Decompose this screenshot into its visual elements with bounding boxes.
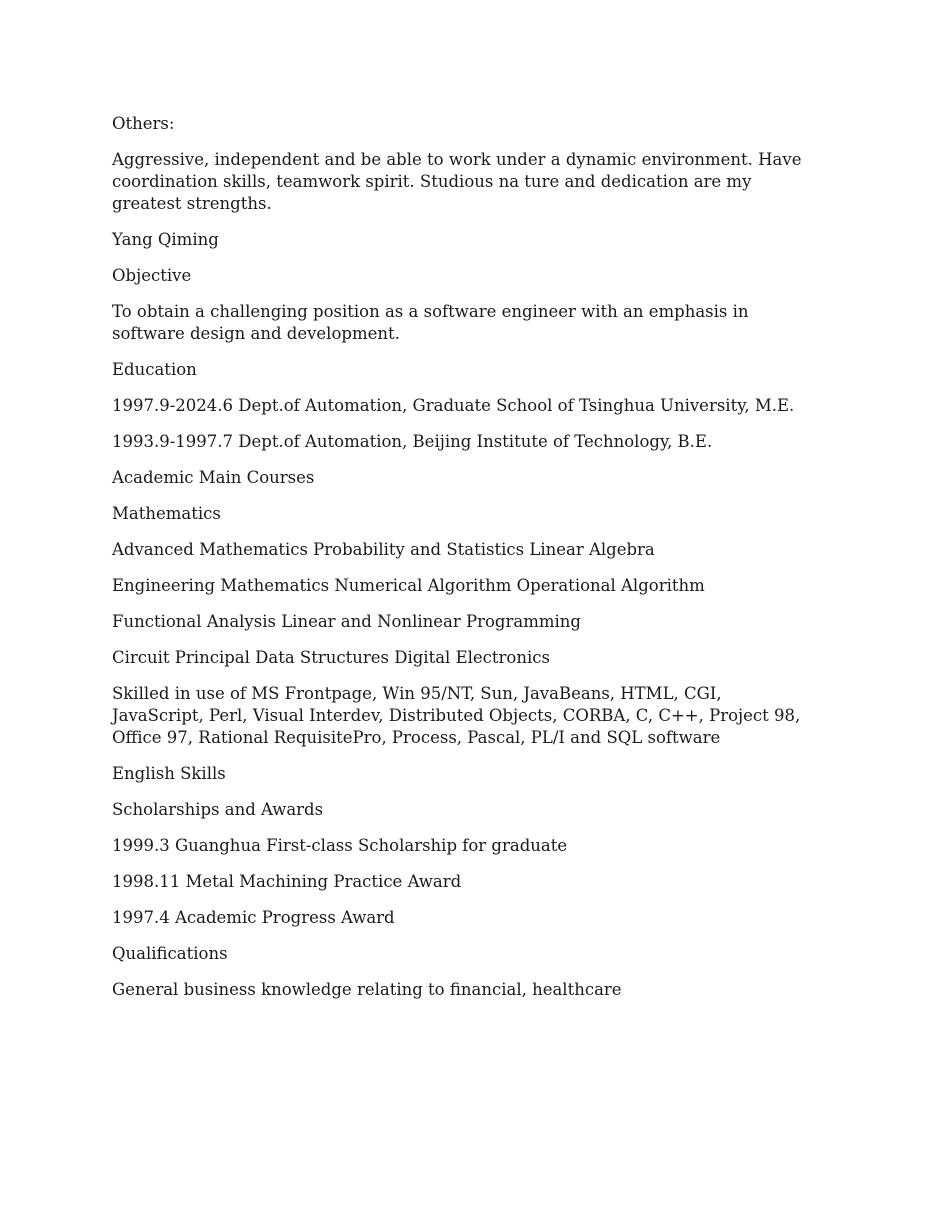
- objective-heading: Objective: [112, 266, 192, 285]
- courses-line-4: Circuit Principal Data Structures Digital Electronics: [112, 648, 550, 667]
- qualifications-text: General business knowledge relating to financial, healthcare: [112, 980, 622, 999]
- qualifications-heading: Qualifications: [112, 944, 228, 963]
- courses-line-2: Engineering Mathematics Numerical Algorithm Operational Algorithm: [112, 576, 705, 595]
- mathematics-heading: Mathematics: [112, 504, 221, 523]
- others-heading: Others:: [112, 114, 175, 133]
- education-entry-graduate: 1997.9-2024.6 Dept.of Automation, Graduate School of Tsinghua University, M.E.: [112, 396, 795, 415]
- awards-heading: Scholarships and Awards: [112, 800, 324, 819]
- english-skills-heading: English Skills: [112, 764, 226, 783]
- courses-heading: Academic Main Courses: [112, 468, 315, 487]
- education-heading: Education: [112, 360, 197, 379]
- education-entry-undergraduate: 1993.9-1997.7 Dept.of Automation, Beijing Institute of Technology, B.E.: [112, 432, 713, 451]
- award-entry-1: 1999.3 Guanghua First-class Scholarship for graduate: [112, 836, 568, 855]
- award-entry-3: 1997.4 Academic Progress Award: [112, 908, 395, 927]
- skills-text: Skilled in use of MS Frontpage, Win 95/NT, Sun, JavaBeans, HTML, CGI, JavaScript, Perl, Visual Interdev, Distributed Objects, CORBA, C, C++, Project 98, Office 97, Rational RequisitePro, Process, Pascal, PL/I and SQL software: [112, 684, 801, 747]
- objective-text: To obtain a challenging position as a software engineer with an emphasis in software design and development.: [112, 302, 749, 343]
- courses-line-3: Functional Analysis Linear and Nonlinear Programming: [112, 612, 581, 631]
- candidate-name: Yang Qiming: [112, 230, 219, 249]
- award-entry-2: 1998.11 Metal Machining Practice Award: [112, 872, 462, 891]
- document-body: [112, 113, 812, 1015]
- others-text: Aggressive, independent and be able to work under a dynamic environment. Have coordination skills, teamwork spirit. Studious na ture and dedication are my greatest strengths.: [112, 150, 802, 213]
- courses-line-1: Advanced Mathematics Probability and Statistics Linear Algebra: [112, 540, 655, 559]
